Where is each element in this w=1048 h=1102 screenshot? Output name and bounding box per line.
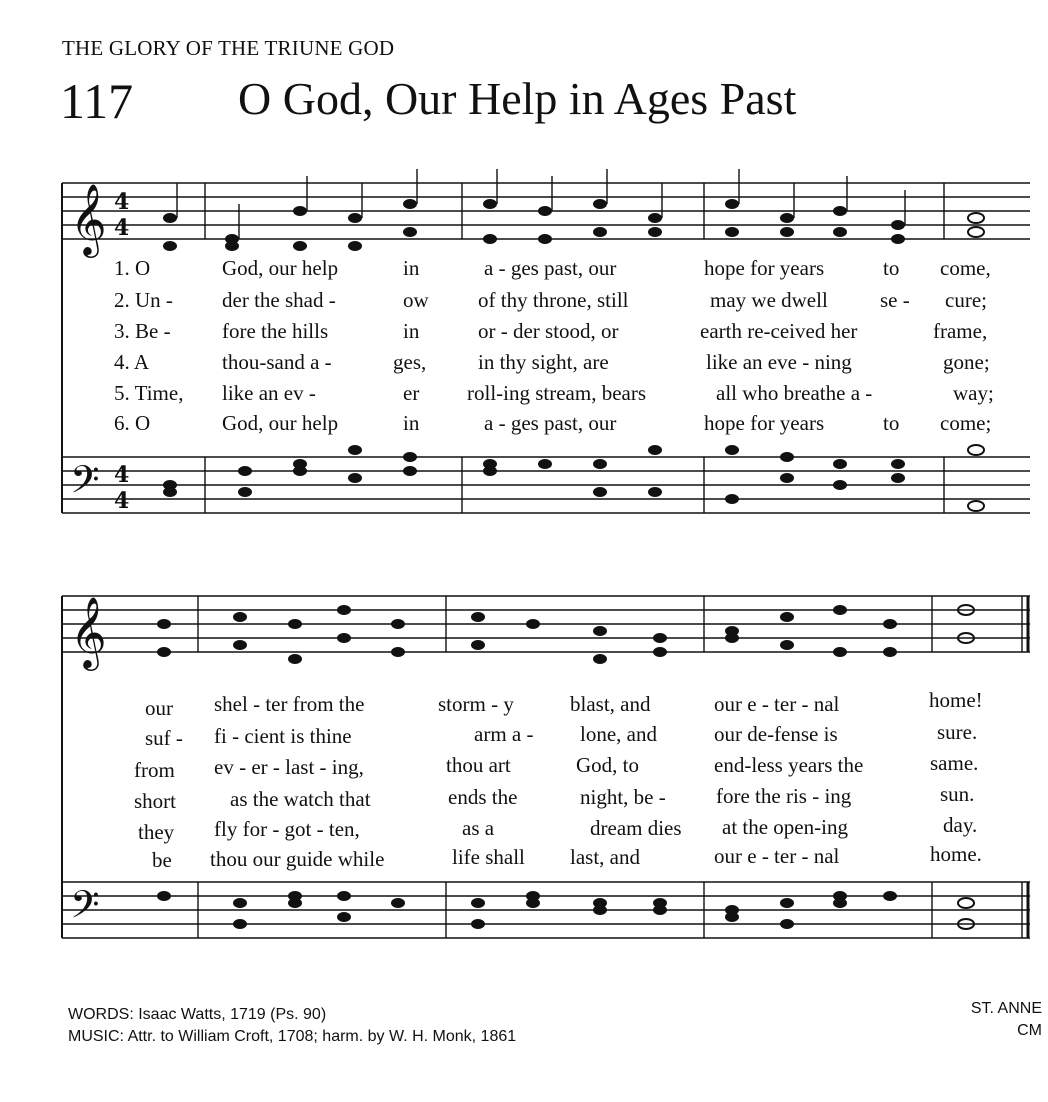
credits	[68, 1004, 516, 1048]
hymn-title: O God, Our Help in Ages Past	[238, 73, 797, 124]
section-heading: THE GLORY OF THE TRIUNE GOD	[62, 36, 395, 60]
hymn-number: 117	[60, 73, 134, 129]
svg-text:4: 4	[114, 488, 130, 514]
tune-info	[971, 998, 1042, 1042]
bass-clef: 𝄢	[70, 457, 100, 511]
svg-text:𝄞: 𝄞	[70, 595, 107, 668]
meter: CM	[1017, 1022, 1042, 1039]
treble-clef: 𝄞	[70, 182, 107, 255]
svg-text:4: 4	[114, 462, 130, 488]
music-credit: MUSIC: Attr. to William Croft, 1708; harm. by W. H. Monk, 1861	[68, 1028, 517, 1045]
tune-name: ST. ANNE	[970, 1000, 1042, 1017]
svg-text:4: 4	[114, 215, 130, 241]
time-signature: 4	[114, 189, 130, 215]
words-credit: WORDS: Isaac Watts, 1719 (Ps. 90)	[68, 1006, 327, 1023]
svg-text:𝄢: 𝄢	[70, 882, 100, 936]
bass-staff-2	[62, 882, 1030, 938]
